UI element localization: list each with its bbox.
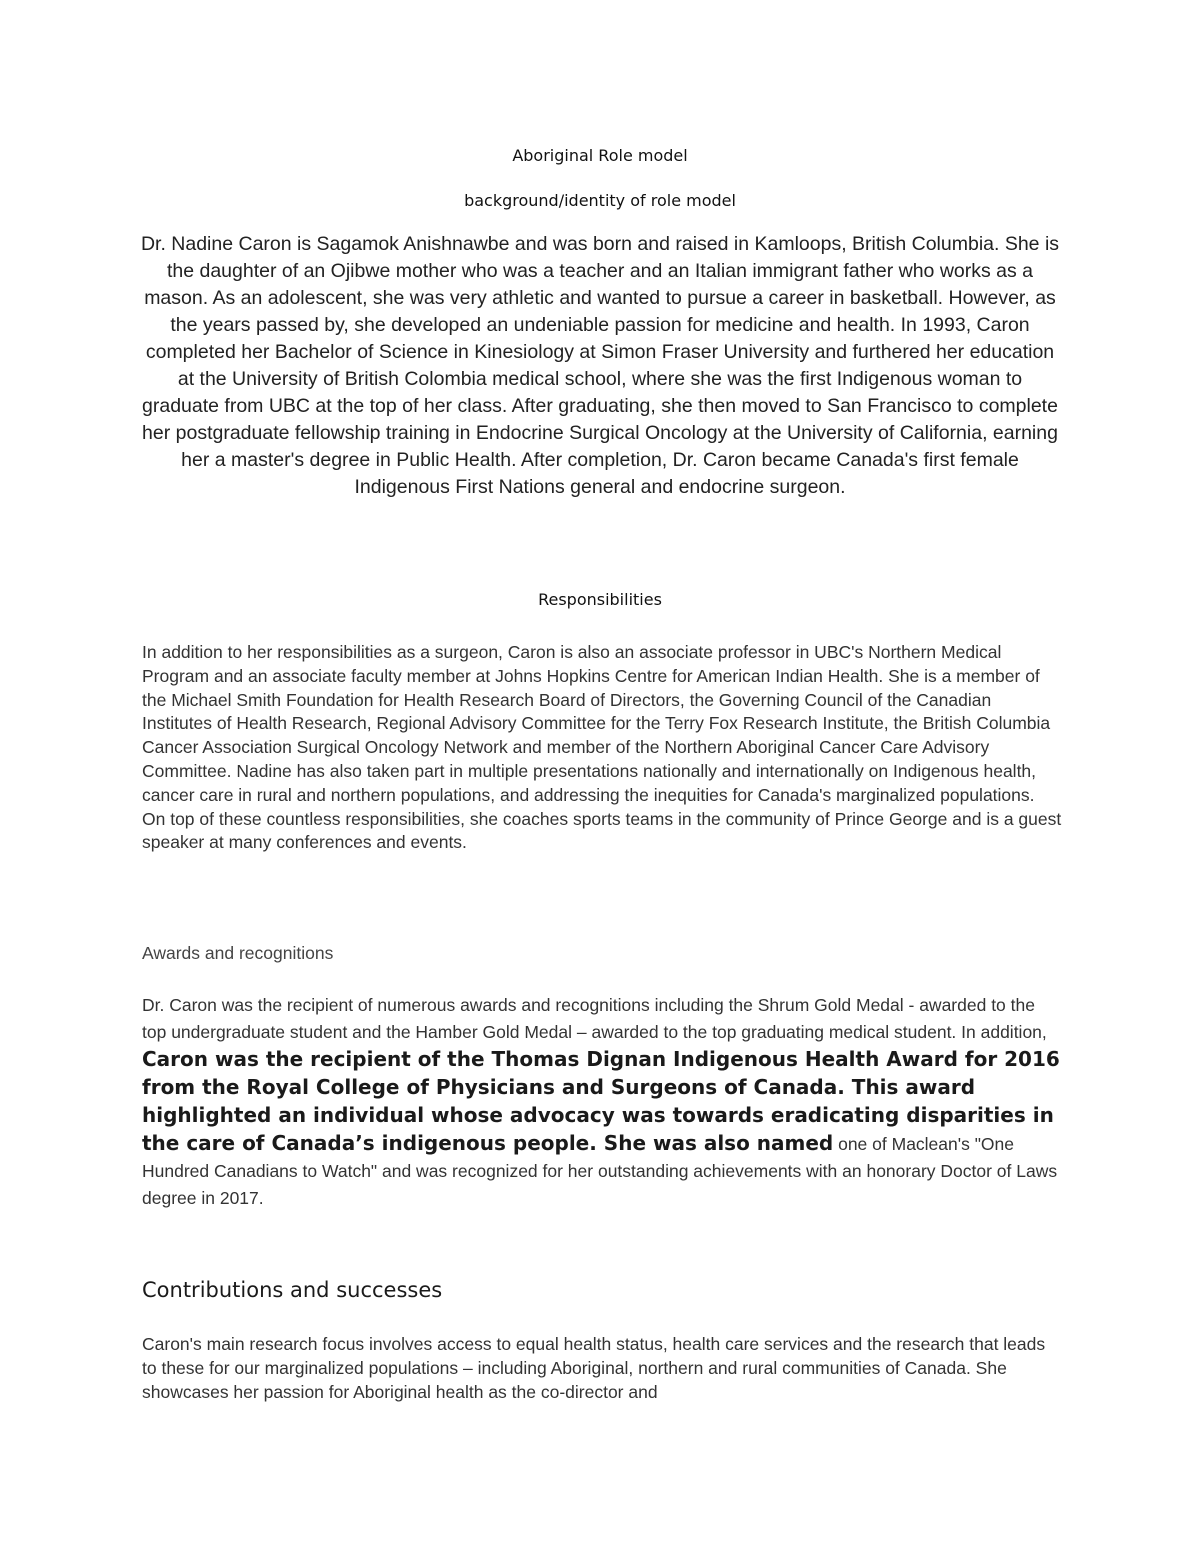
background-paragraph: Dr. Nadine Caron is Sagamok Anishnawbe and was born and raised in Kamloops, British Columbia. She is the daughter of an Ojibwe mother who was a teacher and an Italian immigrant father who works as a mason. As an adolescent, she was very athletic and wanted to pursue a career in basketball. However, as the years passed by, she developed an undeniable passion for medicine and health. In 1993, Caron completed her Bachelor of Science in Kinesiology at Simon Fraser University and furthered her education at the University of British Colombia medical school, where she was the first Indigenous woman to graduate from UBC at the top of her class. After graduating, she then moved to San Francisco to complete her postgraduate fellowship training in Endocrine Surgical Oncology at the University of California, earning her a master's degree in Public Health. After completion, Dr. Caron became Canada's first female Indigenous First Nations general and endocrine surgeon. xyxy=(140,233,1060,498)
contributions-paragraph: Caron's main research focus involves access to equal health status, health care services and the research that leads to these for our marginalized populations – including Aboriginal, northern and rural communities of Canada. She showcases her passion for Aboriginal health as the co-director and xyxy=(142,1334,1046,1402)
awards-text-part3: one of Maclean's "One Hundred Canadians to Watch" and was recognized for her outstanding achievements with an honorary Doctor of Laws degree in 2017. xyxy=(142,1134,1058,1208)
document-title: Aboriginal Role model xyxy=(512,146,688,165)
awards-text-part1: Dr. Caron was the recipient of numerous awards and recognitions including the Shrum Gold Medal - awarded to the top undergraduate student and the Hamber Gold Medal – awarded to the top graduating medical student. In addition, xyxy=(142,995,1047,1042)
responsibilities-heading: Responsibilities xyxy=(538,590,662,609)
responsibilities-paragraph: In addition to her responsibilities as a surgeon, Caron is also an associate professor in UBC's Northern Medical Program and an associate faculty member at Johns Hopkins Centre for American Indian Health. She is a member of the Michael Smith Foundation for Health Research Board of Directors, the Governing Council of the Canadian Institutes of Health Research, Regional Advisory Committee for the Terry Fox Research Institute, the British Columbia Cancer Association Surgical Oncology Network and member of the Northern Aboriginal Cancer Care Advisory Committee. Nadine has also taken part in multiple presentations nationally and internationally on Indigenous health, cancer care in rural and northern populations, and addressing the inequities for Canada's marginalized populations. On top of these countless responsibilities, she coaches sports teams in the community of Prince George and is a guest speaker at many conferences and events. xyxy=(142,642,1062,853)
awards-text-bold: Caron was the recipient of the Thomas Dignan Indigenous Health Award for 2016 from the Royal College of Physicians and Surgeons of Canada. This award highlighted an individual whose advocacy was towards eradicating disparities in the care of Canada’s indigenous people. She was also named xyxy=(142,1047,1060,1155)
awards-paragraph xyxy=(142,992,1062,1212)
contributions-heading: Contributions and successes xyxy=(142,1278,443,1302)
document-subtitle: background/identity of role model xyxy=(464,191,736,210)
awards-heading: Awards and recognitions xyxy=(142,943,334,963)
